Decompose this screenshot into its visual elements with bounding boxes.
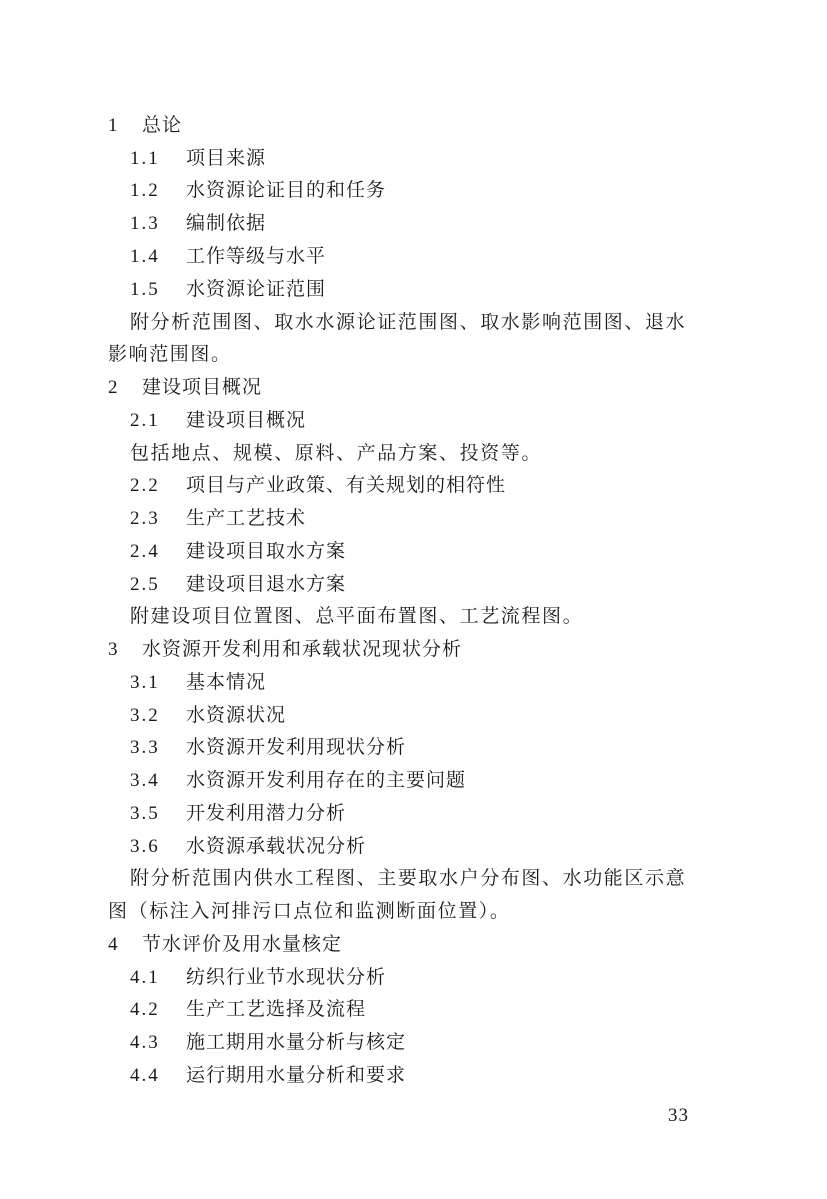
section-heading-4-3 <box>130 1030 406 1055</box>
section-number: 4.2 <box>130 999 160 1020</box>
section-title: 水资源开发利用存在的主要问题 <box>186 769 467 791</box>
section-number: 2.3 <box>130 508 160 529</box>
section-title: 水资源开发利用现状分析 <box>186 736 407 758</box>
section-title: 施工期用水量分析与核定 <box>186 1031 407 1053</box>
chapter-title: 建设项目概况 <box>142 376 263 398</box>
section-title: 基本情况 <box>186 671 267 693</box>
section-title: 纺织行业节水现状分析 <box>186 966 387 988</box>
section-heading-2-5 <box>130 572 346 597</box>
section-number: 3.2 <box>130 705 160 726</box>
section-heading-1-3 <box>130 211 266 236</box>
chapter-title: 水资源开发利用和承载状况现状分析 <box>142 638 463 660</box>
section-title: 建设项目退水方案 <box>186 573 347 595</box>
section-title: 水资源论证目的和任务 <box>186 179 387 201</box>
section-number: 3.3 <box>130 737 160 758</box>
section-heading-1-5 <box>130 277 326 302</box>
section-heading-1-1 <box>130 146 266 171</box>
note-paragraph-2: 附建设项目位置图、总平面布置图、工艺流程图。 <box>130 605 584 627</box>
section-number: 2.5 <box>130 574 160 595</box>
section-number: 3.1 <box>130 672 160 693</box>
section-title: 建设项目概况 <box>186 409 307 431</box>
section-number: 2.4 <box>130 541 160 562</box>
section-heading-3-5 <box>130 801 346 826</box>
page-number: 33 <box>668 1105 689 1126</box>
section-number: 3.6 <box>130 836 160 857</box>
section-title: 建设项目取水方案 <box>186 540 347 562</box>
note-paragraph-3-line-2: 图（标注入河排污口点位和监测断面位置）。 <box>108 900 511 922</box>
section-number: 1.1 <box>130 148 160 169</box>
section-number: 3.5 <box>130 803 160 824</box>
section-number: 4.3 <box>130 1032 160 1053</box>
chapter-heading-2 <box>108 375 262 400</box>
section-title: 工作等级与水平 <box>186 245 327 267</box>
section-title: 水资源状况 <box>186 704 287 726</box>
section-heading-4-1 <box>130 965 386 990</box>
section-title: 生产工艺选择及流程 <box>186 998 367 1020</box>
chapter-heading-1 <box>108 113 182 138</box>
section-number: 1.4 <box>130 246 160 267</box>
section-heading-3-1 <box>130 670 266 695</box>
chapter-number: 3 <box>108 639 120 660</box>
section-heading-2-2 <box>130 473 506 498</box>
chapter-title: 节水评价及用水量核定 <box>142 933 343 955</box>
section-number: 3.4 <box>130 770 160 791</box>
section-title: 运行期用水量分析和要求 <box>186 1064 407 1086</box>
chapter-number: 2 <box>108 377 120 398</box>
section-title: 水资源承载状况分析 <box>186 835 367 857</box>
section-heading-2-4 <box>130 539 346 564</box>
note-paragraph-2-1: 包括地点、规模、原料、产品方案、投资等。 <box>130 442 543 464</box>
section-number: 4.1 <box>130 967 160 988</box>
section-heading-3-3 <box>130 735 406 760</box>
section-title: 项目与产业政策、有关规划的相符性 <box>186 474 507 496</box>
section-number: 2.1 <box>130 410 160 431</box>
section-number: 2.2 <box>130 475 160 496</box>
section-heading-4-2 <box>130 997 366 1022</box>
section-title: 生产工艺技术 <box>186 507 307 529</box>
section-heading-3-4 <box>130 768 466 793</box>
section-number: 1.2 <box>130 180 160 201</box>
chapter-number: 4 <box>108 934 120 955</box>
note-paragraph-1-line-1: 附分析范围图、取水水源论证范围图、取水影响范围图、退水 <box>130 311 687 333</box>
section-title: 编制依据 <box>186 212 267 234</box>
chapter-title: 总论 <box>142 114 183 136</box>
section-heading-4-4 <box>130 1063 406 1088</box>
note-paragraph-3-line-1: 附分析范围内供水工程图、主要取水户分布图、水功能区示意 <box>130 867 687 889</box>
chapter-heading-4 <box>108 932 342 957</box>
section-title: 项目来源 <box>186 147 267 169</box>
section-title: 开发利用潜力分析 <box>186 802 347 824</box>
section-number: 4.4 <box>130 1065 160 1086</box>
section-number: 1.3 <box>130 213 160 234</box>
section-heading-2-3 <box>130 506 306 531</box>
section-heading-1-2 <box>130 178 386 203</box>
section-number: 1.5 <box>130 279 160 300</box>
section-heading-2-1 <box>130 408 306 433</box>
note-paragraph-1-line-2: 影响范围图。 <box>108 343 232 365</box>
chapter-number: 1 <box>108 115 120 136</box>
section-heading-3-2 <box>130 703 286 728</box>
section-heading-1-4 <box>130 244 326 269</box>
chapter-heading-3 <box>108 637 462 662</box>
section-title: 水资源论证范围 <box>186 278 327 300</box>
section-heading-3-6 <box>130 834 366 859</box>
